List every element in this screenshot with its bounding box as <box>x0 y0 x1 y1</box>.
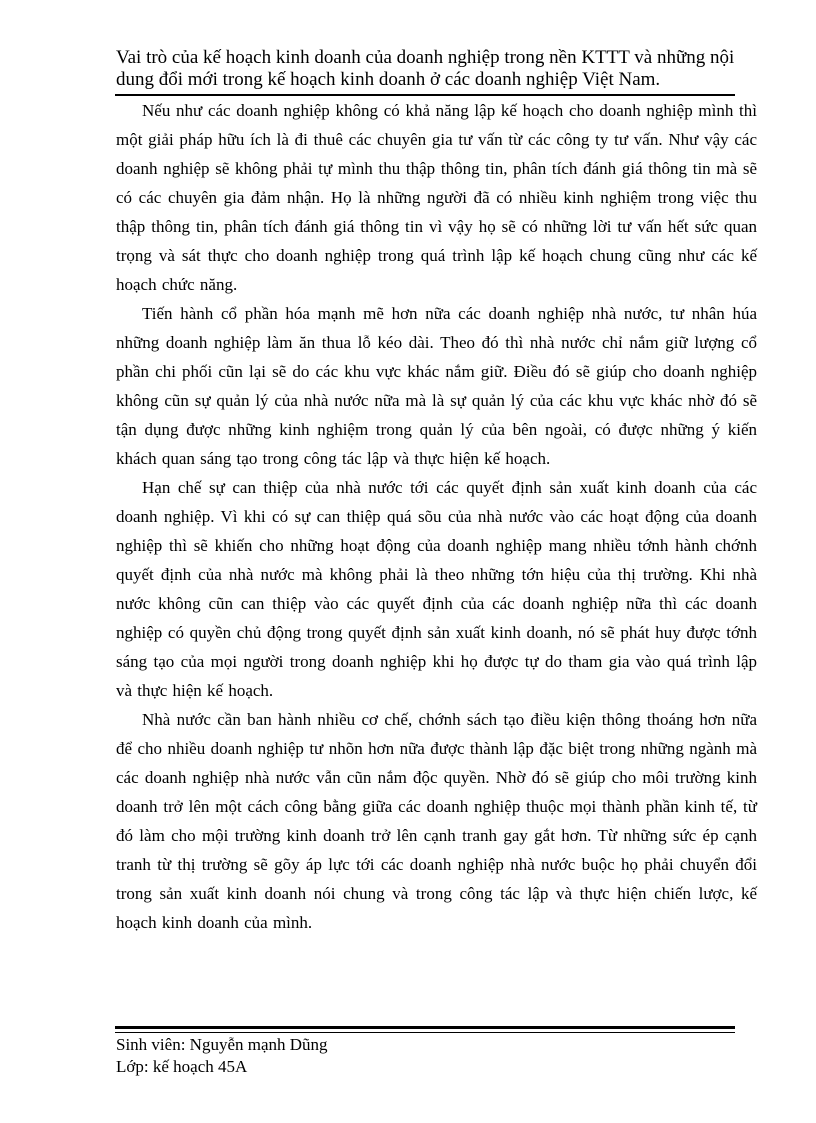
footer-divider-thick <box>115 1026 735 1029</box>
footer-class: Lớp: kế hoạch 45A <box>116 1057 248 1076</box>
page-header <box>116 47 736 91</box>
paragraph-policy: Nhà nước cần ban hành nhiều cơ chế, chớnh sách tạo điều kiện thông thoáng hơn nữa để cho nhiều doanh nghiệp tư nhõn hơn nữa được thành lập đặc biệt trong những ngành mà các doanh nghiệp nhà nước vẫn cũn nắm độc quyền. Nhờ đó sẽ giúp cho môi trường kinh doanh trở lên một cách công bằng giữa các doanh nghiệp thuộc mọi thành phần kinh tế, từ đó làm cho mội trường kinh doanh trở lên cạnh tranh gay gắt hơn. Từ những sức ép cạnh tranh từ thị trường sẽ gõy áp lực tới các doanh nghiệp nhà nước buộc họ phải chuyển đổi trong sản xuất kinh doanh nói chung và trong công tác lập và thực hiện chiến lược, kế hoạch kinh doanh của mình. <box>116 710 757 932</box>
header-title: Vai trò của kế hoạch kinh doanh của doanh nghiệp trong nền KTTT và những nội dung đổi mới trong kế hoạch kinh doanh ở các doanh nghiệp Việt Nam. <box>116 47 735 90</box>
footer-divider-thin <box>115 1032 735 1033</box>
footer-student: Sinh viên: Nguyễn mạnh Dũng <box>116 1035 328 1054</box>
paragraph-consultants: Nếu như các doanh nghiệp không có khả năng lập kế hoạch cho doanh nghiệp mình thì một giải pháp hữu ích là đi thuê các chuyên gia tư vấn từ các công ty tư vấn. Như vậy các doanh nghiệp sẽ không phải tự mình thu thập thông tin, phân tích đánh giá thông tin mà sẽ có các chuyên gia đảm nhận. Họ là những người đã có nhiều kinh nghiệm trong việc thu thập thông tin, phân tích đánh giá thông tin vì vậy họ sẽ có những lời tư vấn hết sức quan trọng và sát thực cho doanh nghiệp trong quá trình lập kế hoạch chung cũng như các kế hoạch chức năng. <box>116 101 757 294</box>
paragraph-equitization: Tiến hành cổ phần hóa mạnh mẽ hơn nữa các doanh nghiệp nhà nước, tư nhân húa những doanh nghiệp làm ăn thua lỗ kéo dài. Theo đó thì nhà nước chỉ nắm giữ lượng cổ phần chi phối cũn lại sẽ do các khu vực khác nắm giữ. Điều đó sẽ giúp cho doanh nghiệp không cũn sự quản lý của nhà nước nữa mà là sự quản lý của các khu vực khác nhờ đó sẽ tận dụng được những kinh nghiệm trong quản lý của bên ngoài, có được những ý kiến khách quan sáng tạo trong công tác lập và thực hiện kế hoạch. <box>116 304 757 468</box>
page-footer <box>116 1034 736 1078</box>
paragraph-state-intervention: Hạn chế sự can thiệp của nhà nước tới các quyết định sản xuất kinh doanh của các doanh nghiệp. Vì khi có sự can thiệp quá sõu của nhà nước vào các hoạt động của doanh nghiệp thì sẽ khiến cho những hoạt động của doanh nghiệp mang nhiều tớnh hành chớnh quyết định của nhà nước mà không phải là theo những tớn hiệu của thị trường. Khi nhà nước không cũn can thiệp vào các quyết định của các doanh nghiệp nữa thì các doanh nghiệp có quyền chủ động trong quyết định sản xuất kinh doanh, nó sẽ phát huy được tớnh sáng tạo của mọi người trong doanh nghiệp khi họ được tự do tham gia vào quá trình lập và thực hiện kế hoạch. <box>116 478 757 700</box>
document-body <box>116 96 757 937</box>
